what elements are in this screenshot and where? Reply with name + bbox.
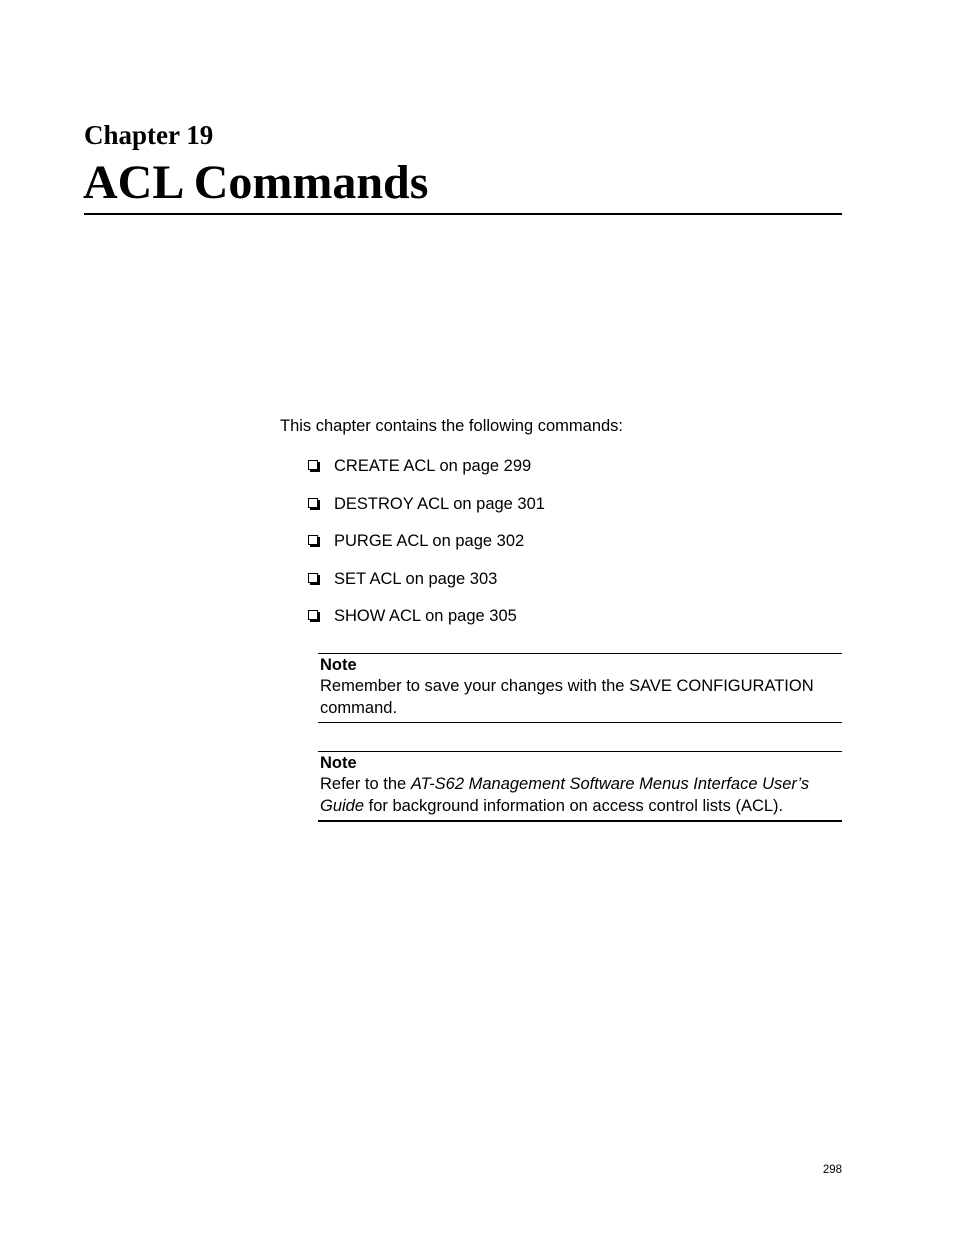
chapter-label: Chapter 19 [84,120,214,150]
note-text: Remember to save your changes with the SAVE CONFIGURATION command. [320,677,814,717]
note-text-before: Refer to the [320,775,411,793]
note-box [318,751,842,822]
note-heading: Note [320,656,357,674]
command-link[interactable]: SET ACL on page 303 [334,569,498,588]
note-text [320,774,840,817]
command-list-item[interactable] [308,605,545,643]
command-link[interactable]: DESTROY ACL on page 301 [334,494,545,513]
command-link[interactable]: CREATE ACL on page 299 [334,457,532,475]
checkbox-icon [308,573,318,583]
note-box [318,653,842,723]
command-list-item[interactable] [308,530,545,568]
checkbox-icon [308,535,318,545]
command-link[interactable]: PURGE ACL on page 302 [334,532,525,550]
checkbox-icon [308,498,318,508]
chapter-title: ACL Commands [83,156,429,209]
command-list-item[interactable] [308,493,545,531]
command-list-item[interactable] [308,568,545,606]
note-text-after: for background information on access control lists (ACL). [364,796,784,815]
intro-text: This chapter contains the following commands: [280,417,624,435]
guide-title: AT-S62 Management Software Menus Interface User’s Guide [320,775,810,815]
command-list-item[interactable] [308,455,545,493]
note-heading: Note [320,754,357,772]
checkbox-icon [308,460,318,470]
command-list [308,455,545,643]
page-number: 298 [822,1164,842,1176]
checkbox-icon [308,610,318,620]
command-link[interactable]: SHOW ACL on page 305 [334,607,517,625]
title-rule [84,213,842,215]
